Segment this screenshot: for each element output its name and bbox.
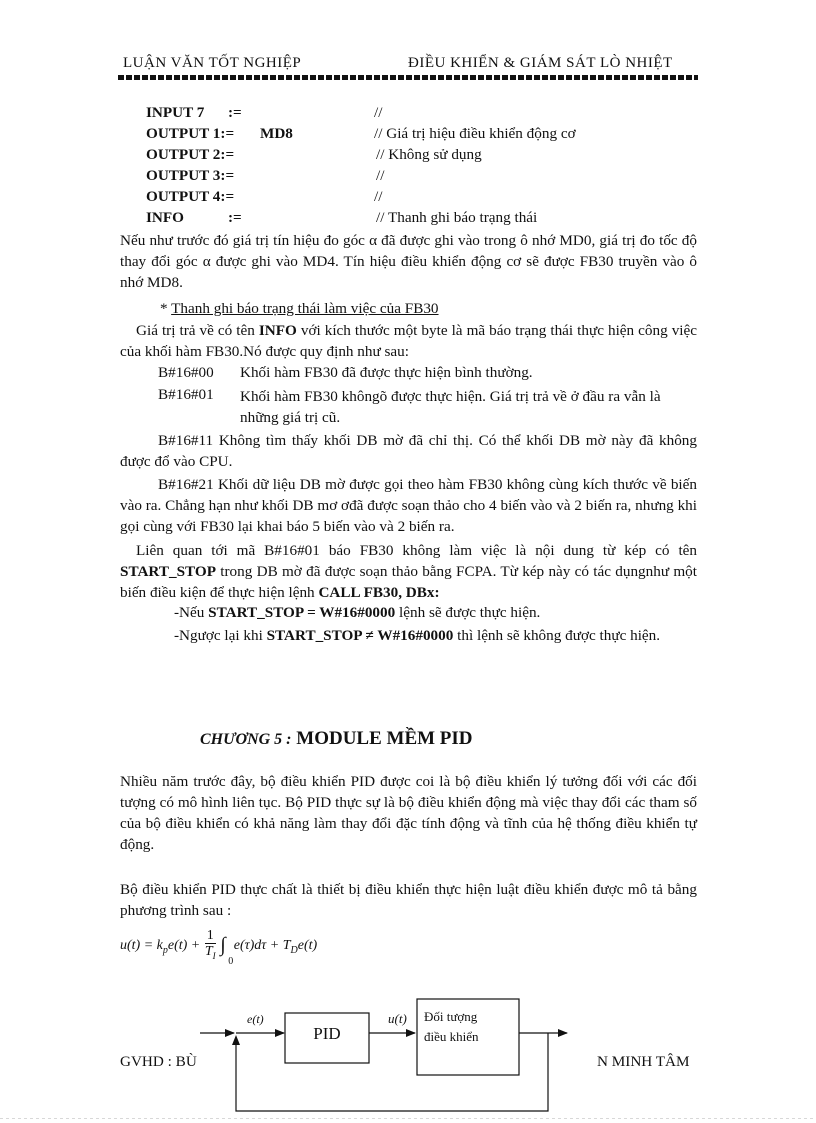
text-run: -Nếu	[174, 604, 209, 621]
param-assign: :=	[228, 104, 242, 121]
code-label: B#16#00	[158, 364, 214, 381]
footer-left: GVHD : BÙ	[120, 1053, 197, 1070]
header-right: ĐIỀU KHIỂN & GIÁM SÁT LÒ NHIỆT	[408, 55, 673, 71]
condition-line	[120, 625, 697, 646]
formula-part: e(t) +	[167, 938, 201, 954]
code-desc: Khối hàm FB30 khôngõ được thực hiện. Giá trị trả về ở đầu ra vẫn là những giá trị cũ.	[240, 388, 661, 426]
condition-expr: START_STOP ≠ W#16#0000	[266, 627, 454, 644]
paragraph	[120, 320, 697, 362]
plant-label-line1: Đối tượng	[424, 1009, 478, 1024]
code-desc: Khối hàm FB30 đã được thực hiện bình thường.	[240, 364, 533, 381]
formula-part: e(τ)dτ + T	[233, 938, 291, 954]
formula-sub: p	[162, 944, 168, 956]
paragraph: B#16#11 Không tìm thấy khối DB mờ đã chỉ thị. Có thể khối DB mờ này đã không được đổ vào CPU.	[120, 432, 697, 470]
plant-label-line2: điều khiển	[424, 1029, 479, 1044]
bullet: *	[160, 300, 168, 317]
integral-lower: 0	[228, 956, 234, 968]
formula-sub: D	[290, 944, 298, 956]
footer-rule	[0, 1118, 816, 1119]
call-keyword: CALL FB30, DBx:	[318, 584, 440, 601]
param-value: MD8	[260, 125, 293, 142]
fraction	[205, 928, 216, 964]
error-label: e(t)	[247, 1012, 264, 1026]
param-assign: :=	[228, 209, 242, 226]
param-comment: // Không sử dụng	[376, 146, 482, 163]
info-keyword: INFO	[258, 322, 297, 339]
text-run: -Ngược lại khi	[174, 627, 267, 644]
paragraph: Bộ điều khiển PID thực chất là thiết bị điều khiển thực hiện luật điều khiển được mô tả bằng phương trình sau :	[120, 881, 697, 919]
param-comment: // Giá trị hiệu điều khiển động cơ	[374, 125, 576, 142]
paragraph	[120, 540, 697, 603]
text-run: lệnh sẽ được thực hiện.	[395, 604, 541, 621]
pid-block-diagram	[0, 985, 816, 1123]
paragraph: Nhiều năm trước đây, bộ điều khiển PID được coi là bộ điều khiển lý tưởng đối với các đối tượng có mô hình liên tục. Bộ PID thực sự là bộ điều khiển động mà việc thay đổi các tham số của bộ điều khiển có khả năng làm thay đổi đặc tính động và tĩnh của hệ thống điều khiển tự động.	[120, 773, 697, 853]
text-run: Giá trị trả về có tên	[136, 322, 259, 339]
formula-sub: I	[212, 950, 216, 961]
param-name: OUTPUT 1:=	[146, 125, 235, 142]
code-label: B#16#01	[158, 386, 214, 403]
condition-expr: START_STOP = W#16#0000	[208, 604, 396, 621]
integral-sign: ∫	[220, 934, 226, 957]
param-comment: // Thanh ghi báo trạng thái	[376, 209, 538, 226]
condition-line	[174, 604, 540, 622]
paragraph: Nếu như trước đó giá trị tín hiệu đo góc α đã được ghi vào trong ô nhớ MD0, giá trị đo tốc độ thay đổi góc α được ghi vào MD4. Tín hiệu điều khiển động cơ sẽ được FB30 truyền vào ô nhớ MD8.	[120, 232, 697, 291]
header-left: LUẬN VĂN TỐT NGHIỆP	[123, 55, 302, 71]
param-name: OUTPUT 4:=	[146, 188, 235, 205]
param-comment: //	[374, 188, 383, 205]
text-run: Liên quan tới mã B#16#01 báo FB30 không làm việc là nội dung từ kép có tên	[136, 542, 697, 559]
param-name: OUTPUT 2:=	[146, 146, 235, 163]
fraction-numerator: 1	[206, 928, 214, 943]
footer-right: N MINH TÂM	[597, 1053, 690, 1070]
param-name: INFO	[146, 209, 184, 226]
param-name: OUTPUT 3:=	[146, 167, 235, 184]
param-comment: //	[374, 104, 383, 121]
control-label: u(t)	[388, 1011, 407, 1026]
start-stop-keyword: START_STOP	[120, 563, 216, 580]
text-run: trong DB mờ đã được soạn thảo bằng FCPA. Từ kép này có tác dụngnhư một biến điều kiện để thực hiện lệnh	[120, 563, 697, 601]
chapter-heading	[200, 728, 473, 750]
pid-formula	[120, 928, 318, 968]
chapter-label: CHƯƠNG 5 :	[200, 731, 292, 748]
text-run: thì lệnh sẽ không được thực hiện.	[453, 627, 661, 644]
pid-label: PID	[313, 1024, 341, 1043]
paragraph: B#16#21 Khối dữ liệu DB mờ được gọi theo hàm FB30 không cùng kích thước về biến vào ra. Chẳng hạn như khối DB mơ ơđã được soạn thảo cho 4 biến vào và 2 biến ra, nhưng khi gọi cùng với FB30 lại khai báo 5 biến vào và 2 biến ra.	[120, 476, 697, 535]
fraction-denominator	[205, 944, 216, 964]
chapter-title: MODULE MỀM PID	[296, 728, 473, 749]
integral	[220, 934, 234, 968]
text-run: với kích thước một byte là mã báo trạng thái thực hiện công việc của khối hàm FB30.Nó được quy định như sau:	[120, 322, 698, 360]
formula-part: T	[204, 944, 213, 959]
param-name: INPUT 7	[146, 104, 205, 121]
formula-part: e(t)	[297, 938, 318, 954]
subtitle-text: Thanh ghi báo trạng thái làm việc của FB30	[171, 300, 439, 317]
section-subtitle	[160, 300, 439, 318]
header-rule	[118, 75, 698, 80]
param-comment: //	[376, 167, 385, 184]
formula-part: u(t) = k	[120, 938, 163, 954]
